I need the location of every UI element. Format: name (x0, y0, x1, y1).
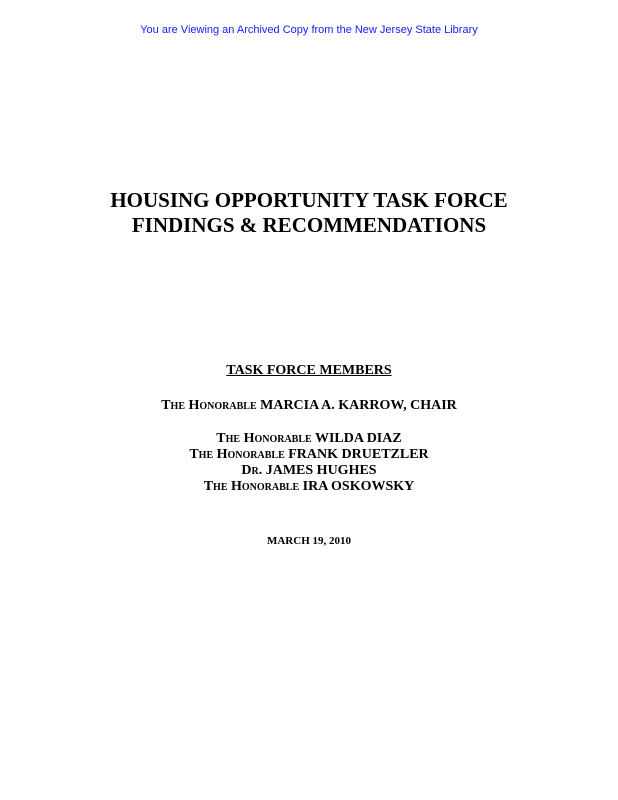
members-heading: TASK FORCE MEMBERS (226, 363, 392, 378)
title-line-2: FINDINGS & RECOMMENDATIONS (131, 213, 487, 237)
member-name: MARCIA A. KARROW, CHAIR (260, 398, 457, 413)
member-item (0, 478, 618, 495)
member-prefix: The Honorable (203, 479, 300, 494)
member-name: WILDA DIAZ (314, 431, 402, 446)
title-line-1: HOUSING OPPORTUNITY TASK FORCE (110, 188, 508, 212)
archive-banner: You are Viewing an Archived Copy from the New Jersey State Library (140, 24, 478, 36)
member-item (0, 462, 618, 479)
member-prefix: The Honorable (189, 447, 285, 462)
member-prefix: Dr. (241, 463, 263, 478)
member-name: JAMES HUGHES (265, 463, 377, 478)
member-prefix: The Honorable (216, 431, 312, 446)
chair-member (0, 397, 618, 414)
member-name: FRANK DRUETZLER (288, 447, 429, 462)
document-date: MARCH 19, 2010 (266, 535, 352, 547)
document-title (0, 188, 618, 238)
member-item (0, 430, 618, 447)
member-prefix: The Honorable (161, 398, 257, 413)
member-item (0, 446, 618, 463)
member-name: IRA OSKOWSKY (302, 479, 415, 494)
